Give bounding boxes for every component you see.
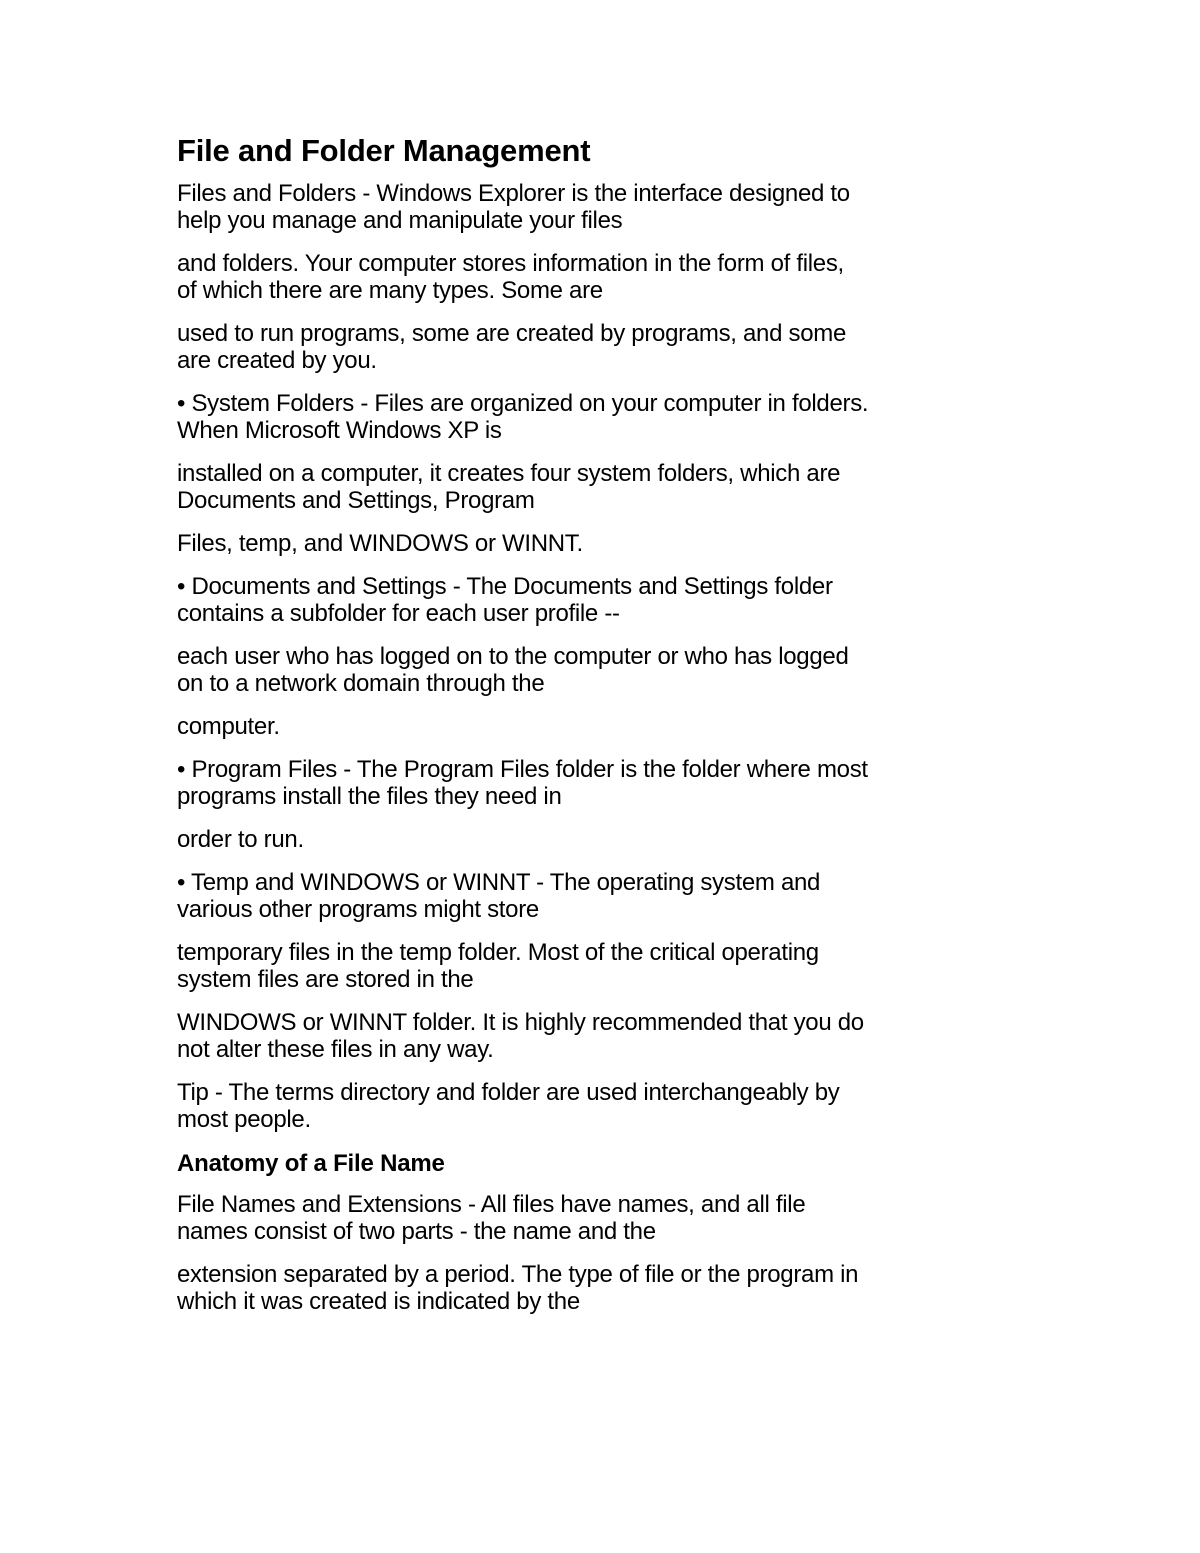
paragraph-line: of which there are many types. Some are: [177, 277, 603, 304]
paragraph-line: extension separated by a period. The type of file or the program in: [177, 1261, 859, 1288]
paragraph-line: WINDOWS or WINNT folder. It is highly recommended that you do: [177, 1009, 864, 1036]
paragraph-line: system files are stored in the: [177, 966, 474, 993]
paragraph-line: installed on a computer, it creates four system folders, which are: [177, 460, 841, 487]
section-file-folder-management: [177, 180, 1057, 1133]
paragraph: [177, 869, 1057, 923]
paragraph-line: and folders. Your computer stores information in the form of files,: [177, 250, 844, 277]
paragraph-line: most people.: [177, 1106, 311, 1133]
paragraph-line: File Names and Extensions - All files have names, and all file: [177, 1191, 806, 1218]
paragraph: [177, 756, 1057, 810]
paragraph-line: programs install the files they need in: [177, 783, 562, 810]
paragraph-line: Files, temp, and WINDOWS or WINNT.: [177, 530, 583, 557]
paragraph: [177, 643, 1057, 697]
paragraph-line: Files and Folders - Windows Explorer is the interface designed to: [177, 180, 850, 207]
paragraph-line: each user who has logged on to the computer or who has logged: [177, 643, 849, 670]
paragraph-line: on to a network domain through the: [177, 670, 545, 697]
paragraph: [177, 530, 1057, 557]
paragraph: [177, 320, 1057, 374]
paragraph-line: not alter these files in any way.: [177, 1036, 494, 1063]
paragraph-line: • Program Files - The Program Files folder is the folder where most: [177, 756, 868, 783]
paragraph-line: various other programs might store: [177, 896, 539, 923]
paragraph-line: temporary files in the temp folder. Most of the critical operating: [177, 939, 819, 966]
paragraph-line: which it was created is indicated by the: [177, 1288, 580, 1315]
page-title: File and Folder Management: [177, 133, 591, 168]
paragraph: [177, 573, 1057, 627]
paragraph: [177, 390, 1057, 444]
paragraph: [177, 1191, 1057, 1245]
paragraph-line: Documents and Settings, Program: [177, 487, 535, 514]
paragraph: [177, 939, 1057, 993]
paragraph: [177, 1009, 1057, 1063]
paragraph-line: are created by you.: [177, 347, 377, 374]
paragraph: [177, 460, 1057, 514]
paragraph-line: computer.: [177, 713, 280, 740]
paragraph-line: When Microsoft Windows XP is: [177, 417, 502, 444]
paragraph: [177, 1261, 1057, 1315]
document-content: [177, 132, 1057, 1331]
paragraph-line: • Documents and Settings - The Documents and Settings folder: [177, 573, 833, 600]
paragraph-line: • Temp and WINDOWS or WINNT - The operating system and: [177, 869, 821, 896]
paragraph-line: Tip - The terms directory and folder are used interchangeably by: [177, 1079, 840, 1106]
paragraph: [177, 1079, 1057, 1133]
section-heading-anatomy: Anatomy of a File Name: [177, 1150, 445, 1177]
paragraph-line: help you manage and manipulate your files: [177, 207, 623, 234]
section-anatomy-of-file-name: [177, 1191, 1057, 1315]
paragraph: [177, 180, 1057, 234]
paragraph: [177, 713, 1057, 740]
paragraph-line: • System Folders - Files are organized on your computer in folders.: [177, 390, 869, 417]
paragraph-line: names consist of two parts - the name and the: [177, 1218, 656, 1245]
paragraph-line: order to run.: [177, 826, 304, 853]
paragraph: [177, 826, 1057, 853]
paragraph-line: contains a subfolder for each user profile --: [177, 600, 620, 627]
paragraph: [177, 250, 1057, 304]
paragraph-line: used to run programs, some are created by programs, and some: [177, 320, 847, 347]
